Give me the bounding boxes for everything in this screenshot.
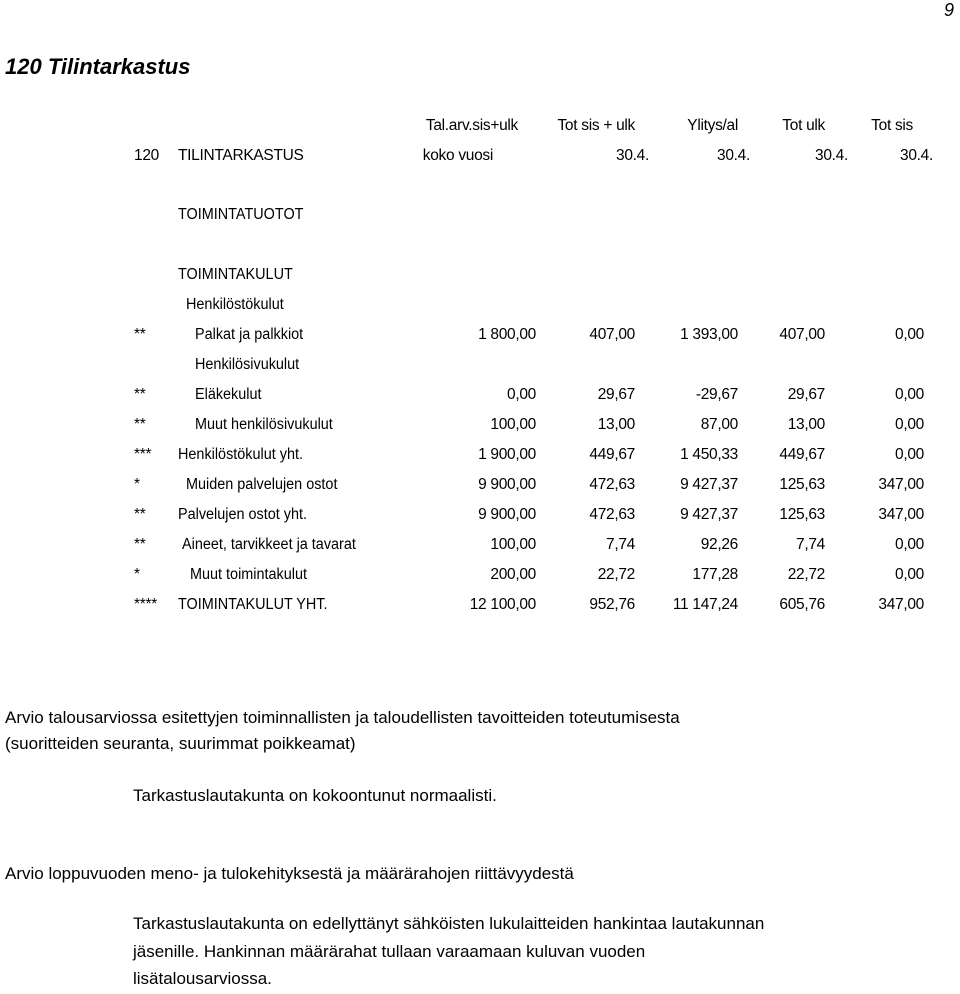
cell-overrun: 177,28 — [692, 566, 738, 583]
col-period-total-int: 30.4. — [900, 147, 933, 164]
row-label: Palvelujen ostot yht. — [178, 506, 308, 523]
cell-budget: 1 800,00 — [478, 326, 536, 343]
cell-overrun: 92,26 — [700, 536, 738, 553]
row-label: Muut henkilösivukulut — [195, 416, 333, 433]
cell-total-int-ext: 472,63 — [589, 476, 635, 493]
row-label: Muiden palvelujen ostot — [186, 476, 338, 493]
row-marker: * — [134, 476, 140, 493]
row-label: Henkilösivukulut — [195, 356, 300, 373]
cell-budget: 200,00 — [490, 566, 536, 583]
cell-budget: 9 900,00 — [478, 476, 536, 493]
col-header-overrun: Ylitys/al — [687, 117, 738, 134]
cell-total-int-ext: 472,63 — [589, 506, 635, 523]
row-label: Aineet, tarvikkeet ja tavarat — [182, 536, 356, 553]
cell-total-int: 0,00 — [895, 326, 924, 343]
cell-total-int-ext: 13,00 — [597, 416, 635, 433]
cell-overrun: -29,67 — [695, 386, 738, 403]
row-label: TOIMINTATUOTOT — [178, 206, 304, 223]
cell-total-int: 0,00 — [895, 446, 924, 463]
cell-total-ext: 449,67 — [779, 446, 825, 463]
cell-total-ext: 22,72 — [787, 566, 825, 583]
assessment1-text: Tarkastuslautakunta on kokoontunut normaalisti. — [133, 786, 497, 805]
cell-budget: 100,00 — [490, 536, 536, 553]
cell-total-ext: 7,74 — [796, 536, 825, 553]
col-header-total-int: Tot sis — [871, 117, 913, 134]
cell-total-int-ext: 407,00 — [589, 326, 635, 343]
page-number: 9 — [943, 0, 954, 20]
col-period-total-int-ext: 30.4. — [616, 147, 649, 164]
cell-total-int: 347,00 — [878, 596, 924, 613]
row-label: Muut toimintakulut — [190, 566, 307, 583]
col-period-budget: koko vuosi — [422, 147, 493, 164]
cell-total-ext: 407,00 — [779, 326, 825, 343]
row-label: Henkilöstökulut — [186, 296, 284, 313]
cell-total-int: 347,00 — [878, 476, 924, 493]
cell-total-int-ext: 449,67 — [589, 446, 635, 463]
cell-total-ext: 125,63 — [779, 476, 825, 493]
cell-budget: 100,00 — [490, 416, 536, 433]
assessment2-text-line1: Tarkastuslautakunta on edellyttänyt sähköisten lukulaitteiden hankintaa lautakunnan — [133, 914, 765, 933]
cell-overrun: 1 393,00 — [680, 326, 738, 343]
cell-total-int-ext: 22,72 — [597, 566, 635, 583]
row-label: TOIMINTAKULUT — [178, 266, 293, 283]
row-marker: ** — [134, 506, 146, 523]
cell-total-ext: 13,00 — [787, 416, 825, 433]
col-period-total-ext: 30.4. — [815, 147, 848, 164]
row-marker: ** — [134, 416, 146, 433]
row-marker: *** — [134, 446, 152, 463]
section-title: 120 Tilintarkastus — [5, 54, 191, 79]
cell-overrun: 87,00 — [700, 416, 738, 433]
row-label: Henkilöstökulut yht. — [178, 446, 303, 463]
cell-budget: 0,00 — [507, 386, 536, 403]
row-marker: ** — [134, 536, 146, 553]
cell-overrun: 9 427,37 — [680, 506, 738, 523]
table-name: TILINTARKASTUS — [178, 147, 304, 164]
cell-budget: 1 900,00 — [478, 446, 536, 463]
row-label: TOIMINTAKULUT YHT. — [178, 596, 328, 613]
row-marker: **** — [134, 596, 157, 613]
cell-overrun: 1 450,33 — [680, 446, 738, 463]
row-marker: * — [134, 566, 140, 583]
col-header-total-int-ext: Tot sis + ulk — [557, 117, 635, 134]
cell-overrun: 11 147,24 — [672, 596, 738, 613]
cell-total-ext: 125,63 — [779, 506, 825, 523]
assessment2-text-line2: jäsenille. Hankinnan määrärahat tullaan varaamaan kuluvan vuoden — [133, 942, 646, 961]
row-label: Eläkekulut — [195, 386, 262, 403]
cell-overrun: 9 427,37 — [680, 476, 738, 493]
assessment1-heading-line1: Arvio talousarviossa esitettyjen toiminnallisten ja taloudellisten tavoitteiden toteutumisesta — [5, 708, 680, 727]
cell-total-int: 0,00 — [895, 536, 924, 553]
assessment2-text-line3: lisätalousarviossa. — [133, 969, 272, 988]
col-header-total-ext: Tot ulk — [782, 117, 825, 134]
cell-budget: 9 900,00 — [478, 506, 536, 523]
row-label: Palkat ja palkkiot — [195, 326, 304, 343]
col-period-overrun: 30.4. — [717, 147, 750, 164]
cell-total-int: 0,00 — [895, 566, 924, 583]
cell-total-ext: 29,67 — [787, 386, 825, 403]
assessment2-heading: Arvio loppuvuoden meno- ja tulokehityksestä ja määrärahojen riittävyydestä — [5, 864, 574, 883]
table-code: 120 — [134, 147, 159, 164]
assessment1-heading-line2: (suoritteiden seuranta, suurimmat poikkeamat) — [5, 734, 356, 753]
row-marker: ** — [134, 386, 146, 403]
cell-total-int-ext: 952,76 — [589, 596, 635, 613]
cell-total-ext: 605,76 — [779, 596, 825, 613]
col-header-budget: Tal.arv.sis+ulk — [425, 117, 518, 134]
cell-total-int-ext: 29,67 — [597, 386, 635, 403]
row-marker: ** — [134, 326, 146, 343]
cell-total-int: 347,00 — [878, 506, 924, 523]
cell-total-int: 0,00 — [895, 386, 924, 403]
cell-total-int-ext: 7,74 — [606, 536, 635, 553]
cell-total-int: 0,00 — [895, 416, 924, 433]
cell-budget: 12 100,00 — [469, 596, 536, 613]
